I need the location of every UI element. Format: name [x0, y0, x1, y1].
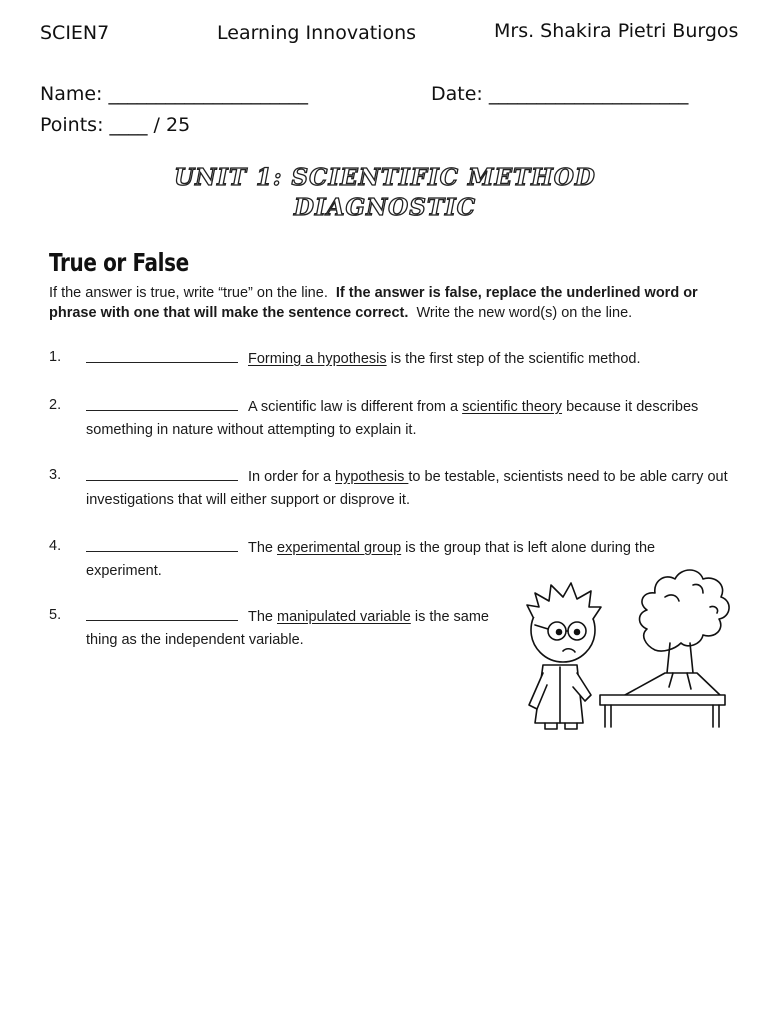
- section-heading: True or False: [49, 248, 189, 277]
- answer-blank[interactable]: [86, 535, 238, 552]
- course-code: SCIEN7: [40, 22, 110, 44]
- points-field[interactable]: Points: ____ / 25: [40, 114, 191, 136]
- answer-blank[interactable]: [86, 346, 238, 363]
- date-field[interactable]: Date: _____________________: [431, 83, 689, 105]
- question-post: is the same thing as the independent variable.: [86, 609, 489, 648]
- instructions-bold: If the answer is false, replace the underlined word or phrase with one that will make the sentence correct.: [49, 285, 698, 321]
- question-post: is the first step of the scientific method.: [386, 351, 641, 367]
- question-pre: A scientific law is different from a: [248, 399, 463, 415]
- question-underlined: manipulated variable: [277, 609, 411, 625]
- question-number: 1.: [49, 349, 62, 365]
- program-name: Learning Innovations: [217, 22, 417, 44]
- question-number: 3.: [49, 467, 62, 483]
- instructions: [49, 284, 729, 323]
- question-item: [49, 346, 729, 371]
- instructions-tail: Write the new word(s) on the line.: [416, 304, 633, 321]
- question-number: 2.: [49, 397, 62, 413]
- page-subtitle: DIAGNOSTIC: [293, 194, 477, 221]
- page-title: UNIT 1: SCIENTIFIC METHOD: [174, 164, 596, 191]
- question-pre: The: [248, 609, 278, 625]
- question-item: [49, 464, 729, 512]
- question-number: 4.: [49, 538, 62, 554]
- scientist-volcano-cartoon-icon: [505, 555, 735, 730]
- question-pre: In order for a: [248, 469, 336, 485]
- answer-blank[interactable]: [86, 394, 238, 411]
- answer-blank[interactable]: [86, 464, 238, 481]
- question-underlined: scientific theory: [462, 399, 563, 415]
- question-number: 5.: [49, 607, 62, 623]
- question-post: because it describes something in nature without attempting to explain it.: [86, 399, 699, 438]
- question-item: [49, 394, 729, 442]
- question-item: [49, 604, 499, 652]
- question-pre: The: [248, 540, 278, 556]
- teacher-name: Mrs. Shakira Pietri Burgos: [494, 20, 739, 42]
- instructions-plain: If the answer is true, write “true” on the line.: [49, 285, 328, 301]
- question-underlined: experimental group: [277, 540, 402, 556]
- name-field[interactable]: Name: _____________________: [40, 83, 308, 105]
- question-underlined: hypothesis: [335, 469, 409, 485]
- question-underlined: Forming a hypothesis: [248, 351, 387, 367]
- question-post: is the group that is left alone during the experiment.: [86, 540, 656, 579]
- answer-blank[interactable]: [86, 604, 238, 621]
- question-post: to be testable, scientists need to be able carry out investigations that will either support or disprove it.: [86, 469, 728, 508]
